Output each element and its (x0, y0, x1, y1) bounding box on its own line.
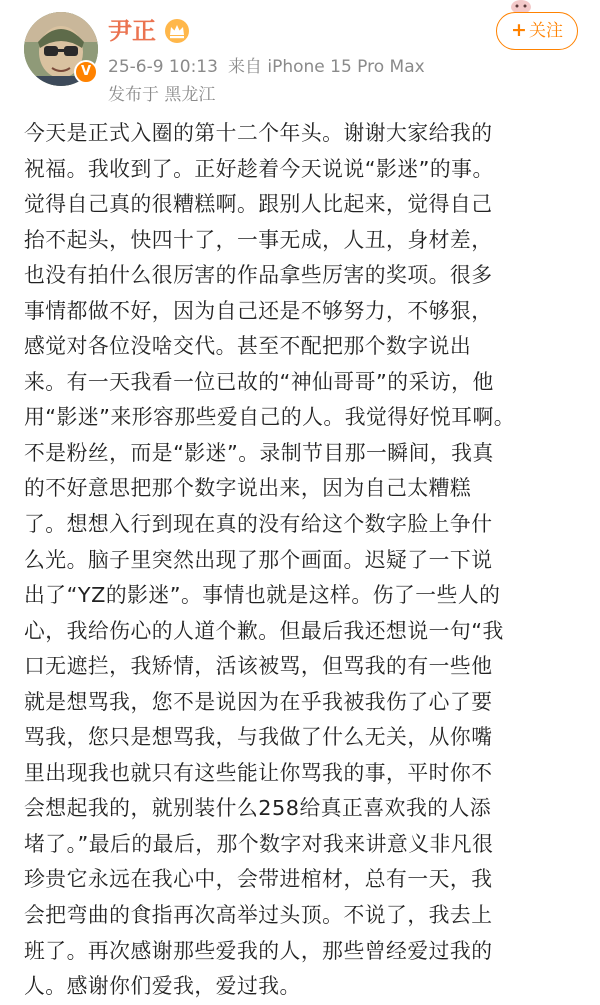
author-name[interactable]: 尹正 (108, 17, 156, 45)
post-body (24, 116, 584, 999)
post-meta (108, 56, 435, 78)
post-header (0, 0, 600, 112)
post-text-line: 么光。脑子里突然出现了那个画面。迟疑了一下说 (24, 547, 493, 572)
post-text-line: 今天是正式入圈的第十二个年头。谢谢大家给我的 (24, 121, 493, 145)
post-text-line: 的不好意思把那个数字说出来，因为自己太糟糕 (24, 476, 472, 501)
post-text-line: 了。想想入行到现在真的没有给这个数字脸上争什 (24, 512, 493, 537)
post-text-line: 里出现我也就只有这些能让你骂我的事，平时你不 (24, 760, 493, 785)
post-text-line: 珍贵它永远在我心中，会带进棺材，总有一天，我 (24, 867, 493, 892)
post-text-line: 不是粉丝，而是“影迷”。录制节目那一瞬间，我真 (24, 440, 494, 465)
post-text-line: 班了。再次感谢那些爱我的人，那些曾经爱过我的 (24, 938, 493, 963)
follow-button[interactable] (496, 12, 578, 50)
post-text-line: 抬不起头，快四十了，一事无成，人丑，身材差， (24, 227, 493, 252)
follow-label: 关注 (528, 21, 563, 41)
crown-vip-icon (164, 18, 190, 44)
post-text-line: 会想起我的，就别装什么258给真正喜欢我的人添 (24, 796, 492, 821)
post-timestamp: 25-6-9 10:13 (108, 57, 218, 77)
verified-badge-icon: V (74, 60, 98, 84)
post-text-line: 用“影迷”来形容那些爱自己的人。我觉得好悦耳啊。 (24, 405, 516, 430)
post-text-line: 感觉对各位没啥交代。甚至不配把那个数字说出 (24, 334, 472, 359)
post-text-line: 骂我，您只是想骂我，与我做了什么无关，从你嘴 (24, 725, 493, 750)
post-text-line: 来。有一天我看一位已故的“神仙哥哥”的采访，他 (24, 369, 494, 394)
follow-area (484, 0, 580, 58)
post-text-line: 心，我给伤心的人道个歉。但最后我还想说一句“我 (24, 618, 504, 643)
post-text-line: 也没有拍什么很厉害的作品拿些厉害的奖项。很多 (24, 263, 493, 288)
post-source: 来自 iPhone 15 Pro Max (227, 57, 425, 77)
post-text-line: 事情都做不好，因为自己还是不够努力，不够狠， (24, 298, 493, 323)
post-text-line: 会把弯曲的食指再次高举过头顶。不说了，我去上 (24, 903, 493, 928)
post-text-line: 觉得自己真的很糟糕啊。跟别人比起来，觉得自己 (24, 192, 493, 217)
post-text-line: 堵了。”最后的最后，那个数字对我来讲意义非凡很 (24, 831, 494, 856)
plus-icon: + (511, 19, 527, 41)
post-text-line: 人。感谢你们爱我，爱过我。 (24, 974, 301, 999)
post-text-line: 口无遮拦，我矫情，活该被骂，但骂我的有一些他 (24, 654, 493, 679)
post-text-line: 就是想骂我，您不是说因为在乎我被我伤了心了要 (24, 689, 493, 714)
post-text-line: 出了“YZ的影迷”。事情也就是这样。伤了一些人的 (24, 583, 501, 608)
post-text-line: 祝福。我收到了。正好趁着今天说说“影迷”的事。 (24, 156, 494, 181)
post-location: 发布于 黑龙江 (108, 85, 216, 105)
